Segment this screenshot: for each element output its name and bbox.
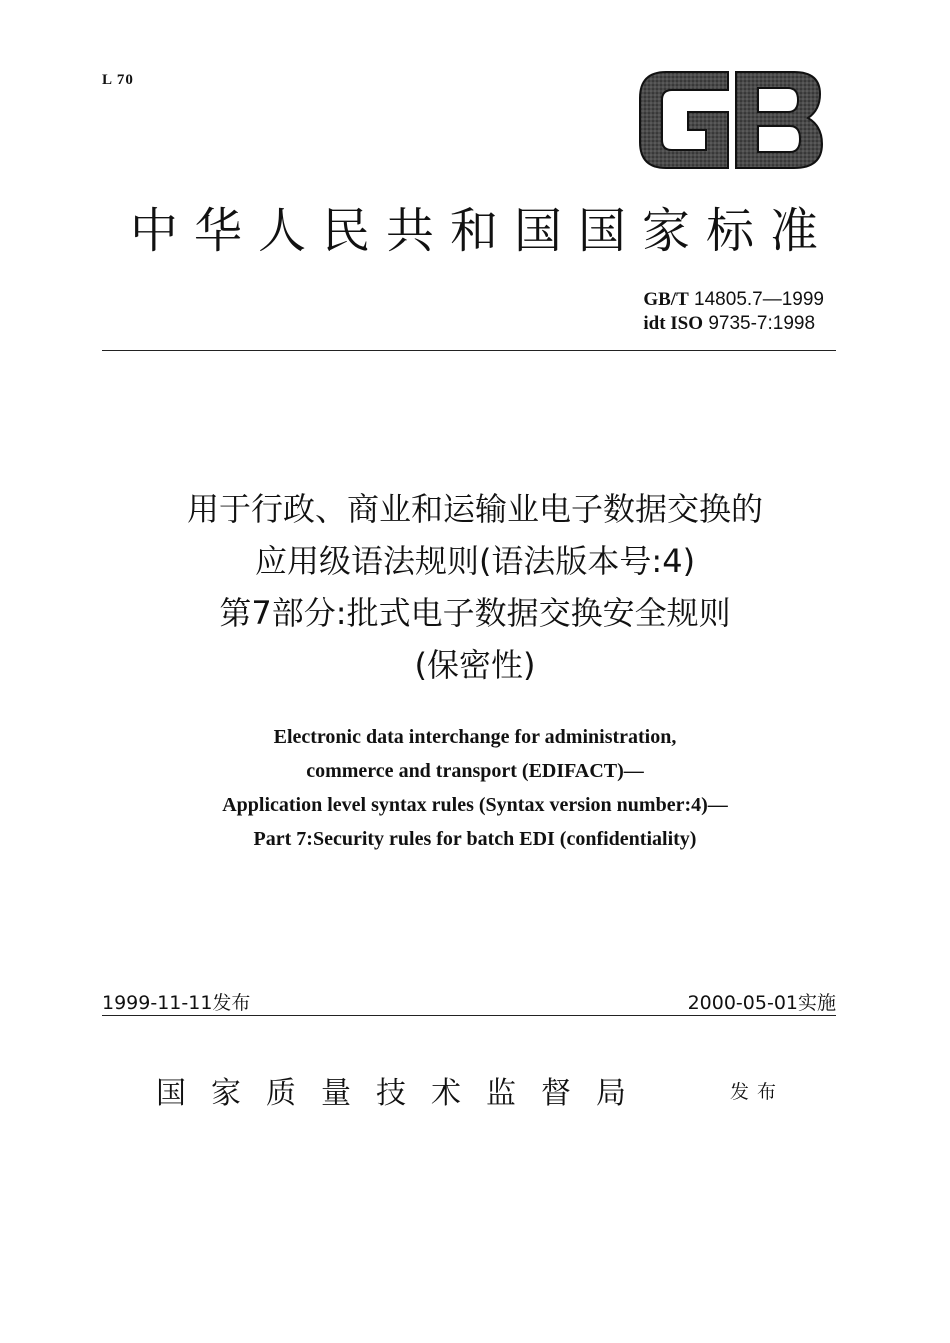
chinese-title-line-3: 第7部分:批式电子数据交换安全规则 (219, 594, 731, 632)
classification-code: L 70 (102, 72, 134, 88)
chinese-title-line-4: (保密性) (414, 646, 536, 684)
iso-code-line (643, 312, 824, 336)
gb-prefix: GB/T (643, 289, 689, 310)
gb-code-line (643, 288, 824, 312)
standard-codes (643, 288, 824, 336)
chinese-title-line-2: 应用级语法规则(语法版本号:4) (254, 542, 696, 580)
top-divider (102, 350, 836, 351)
chinese-title (0, 483, 950, 691)
bottom-divider (102, 1015, 836, 1016)
english-title-line-3: Application level syntax rules (Syntax version number:4)— (222, 794, 728, 816)
english-title-line-2: commerce and transport (EDIFACT)— (306, 760, 644, 782)
national-standard-title: 中华人民共和国国家标准 (129, 203, 834, 259)
issue-date: 1999-11-11发布 (102, 992, 251, 1014)
idt-prefix: idt ISO (643, 313, 704, 334)
chinese-title-line-1: 用于行政、商业和运输业电子数据交换的 (186, 490, 763, 528)
iso-number: 9735-7:1998 (708, 313, 816, 334)
gb-logo (636, 68, 826, 172)
gb-number: 14805.7—1999 (694, 289, 824, 310)
effective-date: 2000-05-01实施 (687, 992, 836, 1014)
english-title (0, 720, 950, 856)
english-title-line-1: Electronic data interchange for administration, (273, 726, 677, 748)
issue-action: 发布 (730, 1081, 785, 1103)
issuing-authority: 国家质量技术监督局 (156, 1076, 651, 1111)
english-title-line-4: Part 7:Security rules for batch EDI (confidentiality) (253, 828, 697, 850)
